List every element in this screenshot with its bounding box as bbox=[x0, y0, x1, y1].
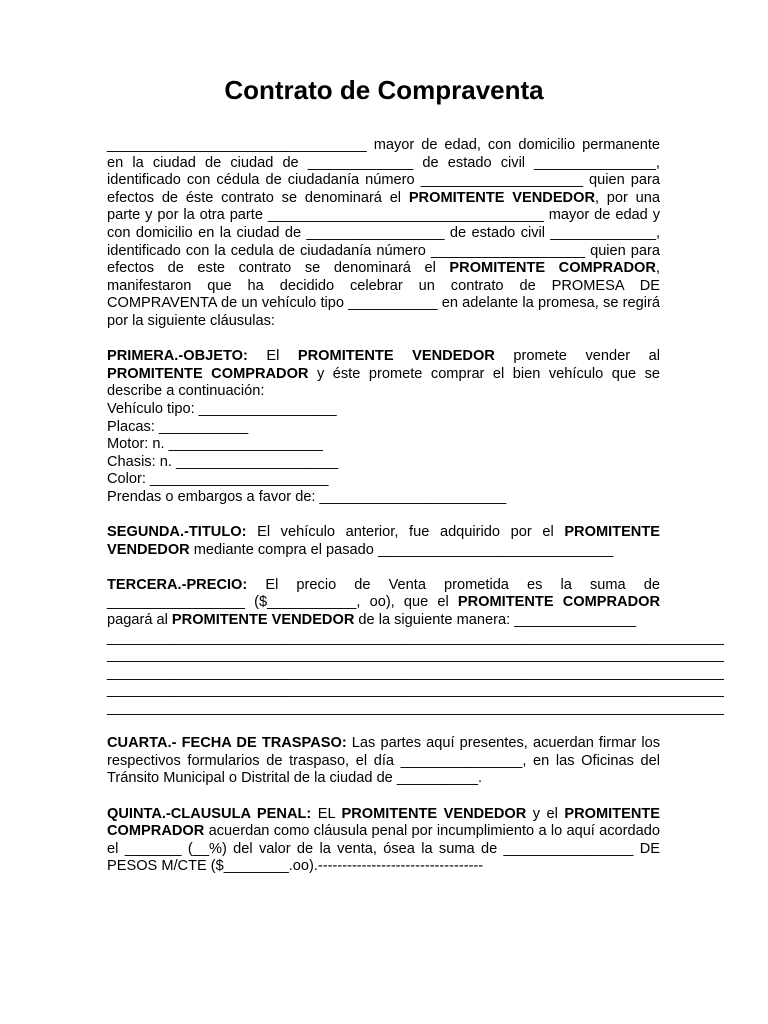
clause-heading: CUARTA.- FECHA DE TRASPASO: bbox=[107, 735, 347, 752]
party-label: PROMITENTE COMPRADOR bbox=[107, 805, 661, 840]
party-label: PROMITENTE COMPRADOR bbox=[107, 365, 309, 382]
party-label: PROMITENTE VENDEDOR bbox=[171, 612, 355, 629]
party-label: PROMITENTE VENDEDOR bbox=[341, 805, 527, 822]
text: mediante compra el pasado bbox=[189, 541, 378, 558]
blank-field[interactable]: ________ bbox=[223, 858, 289, 875]
blank-field[interactable]: _____________________________ bbox=[377, 541, 614, 558]
text: de la siguiente manera: bbox=[354, 612, 515, 629]
clause-heading: QUINTA.-CLAUSULA PENAL: bbox=[107, 805, 312, 822]
text: , oo), que el bbox=[356, 594, 458, 611]
text: quien para efectos de éste contrato se denominará el bbox=[107, 172, 660, 206]
text: . bbox=[478, 770, 483, 787]
blank-field[interactable]: _____________ bbox=[307, 154, 414, 171]
text: quien para efectos de este contrato se denominará el bbox=[107, 242, 660, 277]
blank-field[interactable]: _______ bbox=[124, 840, 182, 857]
spacer bbox=[107, 506, 660, 524]
blank-field[interactable]: _______________ bbox=[534, 154, 656, 171]
payment-blank-line[interactable]: ____________________________________________________________________________ bbox=[107, 629, 724, 646]
blank-field[interactable]: _________________ bbox=[306, 224, 445, 241]
blank-field[interactable]: ________________________________ bbox=[107, 137, 367, 153]
text: pagará al bbox=[107, 612, 172, 629]
vehicle-field[interactable]: Vehículo tipo: _________________ bbox=[107, 400, 337, 417]
blank-field[interactable]: __________________________________ bbox=[267, 207, 544, 224]
clause-segunda bbox=[107, 524, 660, 559]
vehicle-field[interactable]: Placas: ___________ bbox=[107, 418, 249, 435]
text: .oo).---------------------------------- bbox=[288, 858, 484, 875]
clause-quinta bbox=[107, 806, 660, 876]
clause-tercera bbox=[107, 577, 660, 630]
document-body bbox=[107, 137, 724, 894]
spacer bbox=[107, 718, 660, 736]
blank-field[interactable]: __________ bbox=[396, 770, 479, 787]
text: mayor de edad y con domicilio en la ciudad de bbox=[107, 207, 660, 241]
text: y el bbox=[526, 805, 565, 822]
party-label: PROMITENTE VENDEDOR bbox=[107, 524, 660, 558]
text: acuerdan como cláusula penal por incumplimiento a lo aquí acordado el bbox=[107, 823, 660, 857]
blank-field[interactable]: ________________ bbox=[503, 840, 634, 857]
clause-heading: PRIMERA.-OBJETO: bbox=[107, 348, 248, 365]
text: Las partes aquí presentes, acuerdan firmar los respectivos formularios de traspaso, el día bbox=[107, 735, 660, 769]
text: en adelante la promesa, se regirá por la siguiente cláusulas: bbox=[107, 295, 660, 329]
payment-blank-line[interactable]: ____________________________________________________________________________ bbox=[107, 682, 724, 699]
text: EL bbox=[311, 805, 342, 822]
blank-field[interactable]: _________________ bbox=[107, 594, 245, 611]
document-title: Contrato de Compraventa bbox=[224, 75, 544, 105]
text: , manifestaron que ha decidido celebrar un contrato de PROMESA DE COMPRAVENTA de un vehículo tipo bbox=[107, 260, 661, 312]
text: de estado civil bbox=[413, 154, 535, 171]
text: El bbox=[247, 348, 298, 365]
payment-blank-line[interactable]: ____________________________________________________________________________ bbox=[107, 700, 724, 716]
clause-cuarta bbox=[107, 735, 660, 788]
text: ( bbox=[181, 840, 193, 857]
vehicle-field[interactable]: Prendas o embargos a favor de: _______________________ bbox=[107, 488, 507, 505]
blank-field[interactable]: _______________ bbox=[514, 612, 636, 629]
party-label: PROMITENTE VENDEDOR bbox=[408, 189, 595, 206]
blank-field[interactable]: _______________ bbox=[400, 752, 523, 769]
blank-field[interactable]: ___________ bbox=[267, 594, 357, 611]
blank-field[interactable]: __% bbox=[192, 840, 222, 857]
party-label: PROMITENTE COMPRADOR bbox=[449, 260, 656, 277]
text: y éste promete comprar el bien vehículo que se describe a continuación: bbox=[107, 365, 661, 400]
party-label: PROMITENTE VENDEDOR bbox=[297, 348, 495, 365]
text: ) del valor de la venta, ósea la suma de bbox=[221, 840, 504, 857]
vehicle-field[interactable]: Motor: n. ___________________ bbox=[107, 436, 323, 453]
payment-blank-line[interactable]: ____________________________________________________________________________ bbox=[107, 664, 724, 681]
vehicle-field[interactable]: Chasis: n. ____________________ bbox=[107, 453, 339, 470]
text: , identificado con la cedula de ciudadanía número bbox=[107, 224, 660, 259]
text: mayor de edad, con domicilio permanente en la ciudad de ciudad de bbox=[107, 137, 660, 171]
party-label: PROMITENTE COMPRADOR bbox=[457, 594, 660, 611]
payment-blank-line[interactable]: ____________________________________________________________________________ bbox=[107, 647, 724, 664]
text: de estado civil bbox=[444, 224, 551, 241]
text: El precio de Venta prometida es la suma de bbox=[247, 576, 660, 593]
text: promete vender al bbox=[494, 348, 661, 365]
text: , en las Oficinas del Tránsito Municipal o Distrital de la ciudad de bbox=[107, 752, 660, 787]
vehicle-field[interactable]: Color: ______________________ bbox=[107, 471, 329, 488]
clause-heading: SEGUNDA.-TITULO: bbox=[107, 524, 247, 541]
blank-field[interactable]: ____________________ bbox=[420, 172, 584, 189]
intro-paragraph bbox=[107, 137, 660, 331]
text: El vehículo anterior, fue adquirido por el bbox=[246, 524, 565, 541]
text: DE PESOS M/CTE ($ bbox=[107, 840, 660, 875]
clause-heading: TERCERA.-PRECIO: bbox=[107, 576, 248, 593]
blank-field[interactable]: ___________ bbox=[348, 295, 438, 312]
blank-field[interactable]: _____________ bbox=[550, 224, 656, 241]
text: , por una parte y por la otra parte bbox=[107, 189, 661, 224]
blank-field[interactable]: ___________________ bbox=[430, 242, 586, 259]
text: ($ bbox=[244, 594, 268, 611]
text: , identificado con cédula de ciudadanía número bbox=[107, 154, 660, 189]
clause-primera bbox=[107, 348, 660, 401]
